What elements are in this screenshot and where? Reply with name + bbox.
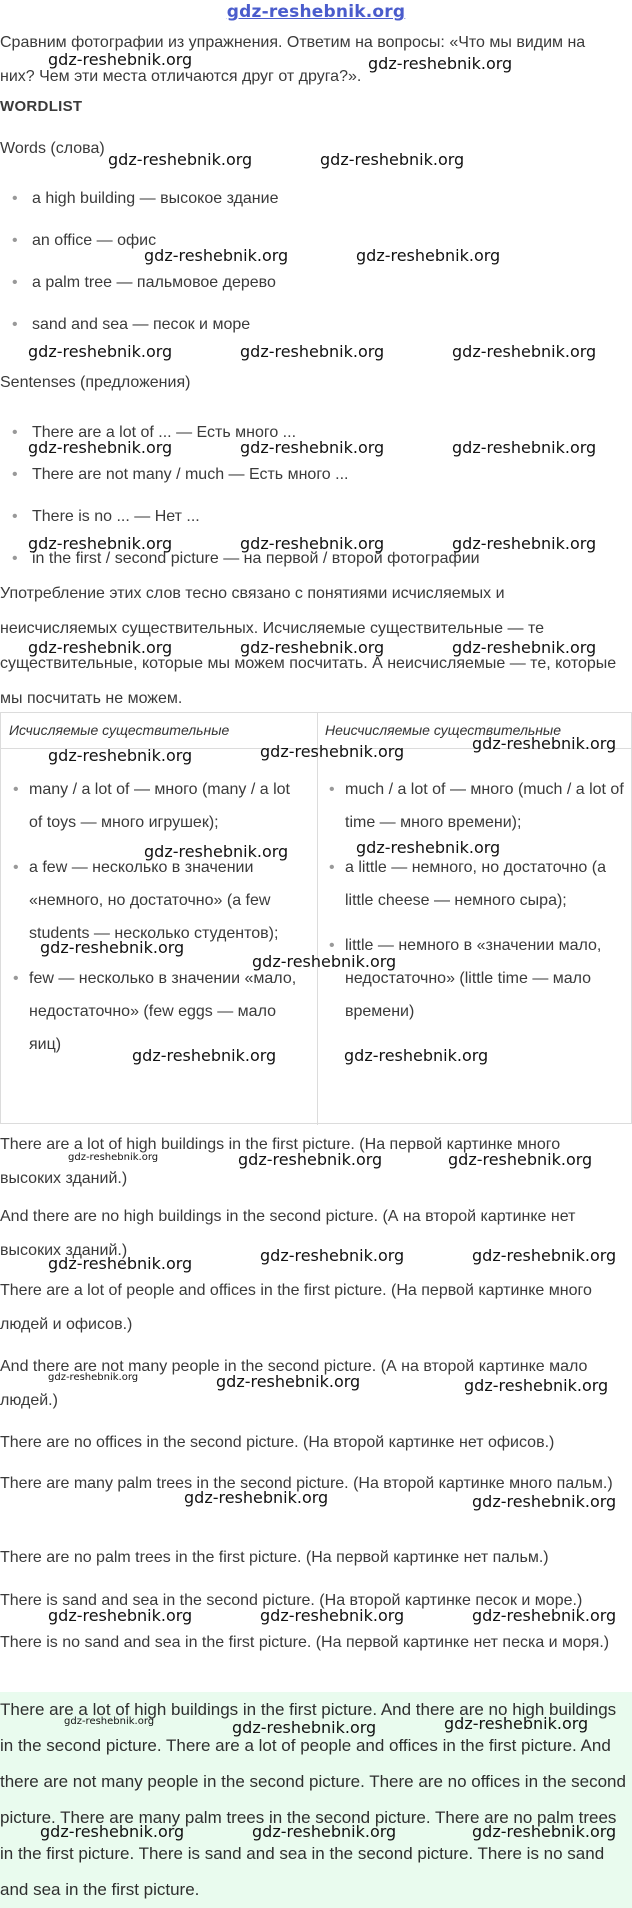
watermark: gdz-reshebnik.org: [472, 1492, 617, 1511]
table-header-countable: Исчисляемые существительные: [9, 722, 230, 738]
summary-text: There are a lot of high buildings in the first picture. And there are no high buildings in the second picture. There are a lot of people and offices in the first picture. And there are not many people in the second picture. There are no offices in the second picture. There are many palm trees in the second picture. There are no palm trees in the first picture. There is sand and sea in the second picture. There is no sand and sea in the first picture.: [0, 1700, 626, 1899]
list-item: • many / a lot of — много (many / a lot of toys — много игрушек);: [1, 773, 307, 839]
countable-list: [1, 773, 307, 1073]
watermark: gdz-reshebnik.org: [240, 534, 385, 553]
wordlist-heading: WORDLIST: [0, 98, 83, 115]
watermark: gdz-reshebnik.org: [40, 938, 185, 957]
watermark: gdz-reshebnik.org: [48, 1372, 139, 1383]
list-item: • a high building — высокое здание: [14, 190, 278, 208]
watermark: gdz-reshebnik.org: [444, 1714, 589, 1733]
watermark: gdz-reshebnik.org: [240, 438, 385, 457]
nouns-table: [0, 712, 632, 1124]
list-item: • an office — офис: [14, 232, 156, 250]
explanation-paragraph: Употребление этих слов тесно связано с понятиями исчисляемых и неисчисляемых существительных. Исчисляемые существительные — те существительные, которые мы можем посчитать. А неисчисляемые — те, которые мы посчитать не можем.: [0, 585, 617, 707]
watermark: gdz-reshebnik.org: [452, 342, 597, 361]
watermark: gdz-reshebnik.org: [240, 638, 385, 657]
example-sentence: There are no offices in the second picture. (На второй картинке нет офисов.): [0, 1434, 555, 1451]
watermark: gdz-reshebnik.org: [252, 1822, 397, 1841]
watermark: gdz-reshebnik.org: [252, 952, 397, 971]
watermark: gdz-reshebnik.org: [260, 1246, 405, 1265]
watermark: gdz-reshebnik.org: [472, 1822, 617, 1841]
watermark: gdz-reshebnik.org: [216, 1372, 361, 1391]
watermark: gdz-reshebnik.org: [452, 534, 597, 553]
watermark: gdz-reshebnik.org: [344, 1046, 489, 1065]
watermark: gdz-reshebnik.org: [48, 1254, 193, 1273]
watermark: gdz-reshebnik.org: [260, 1606, 405, 1625]
watermark: gdz-reshebnik.org: [368, 54, 513, 73]
watermark: gdz-reshebnik.org: [232, 1718, 377, 1737]
watermark: gdz-reshebnik.org: [238, 1150, 383, 1169]
watermark: gdz-reshebnik.org: [452, 438, 597, 457]
example-sentence: There is no sand and sea in the first picture. (На первой картинке нет песка и моря.): [0, 1634, 610, 1651]
watermark: gdz-reshebnik.org: [260, 742, 405, 761]
intro-paragraph: Сравним фотографии из упражнения. Ответим на вопросы: «Что мы видим на них? Чем эти места отличаются друг от друга?».: [0, 34, 586, 85]
example-sentence: And there are not many people in the second picture. (А на второй картинке мало людей.): [0, 1358, 588, 1409]
watermark: gdz-reshebnik.org: [28, 638, 173, 657]
watermark: gdz-reshebnik.org: [356, 838, 501, 857]
list-item: • a palm tree — пальмовое дерево: [14, 274, 276, 292]
watermark: gdz-reshebnik.org: [28, 438, 173, 457]
watermark: gdz-reshebnik.org: [144, 246, 289, 265]
sentences-title: Sentenses (предложения): [0, 374, 191, 391]
list-item: • There is no ... — Нет ...: [14, 508, 200, 526]
watermark: gdz-reshebnik.org: [472, 734, 617, 753]
watermark: gdz-reshebnik.org: [48, 1606, 193, 1625]
list-item: • in the first / second picture — на первой / второй фотографии: [14, 550, 480, 568]
watermark: gdz-reshebnik.org: [108, 150, 253, 169]
watermark: gdz-reshebnik.org: [48, 50, 193, 69]
watermark: gdz-reshebnik.org: [40, 1822, 185, 1841]
watermark: gdz-reshebnik.org: [452, 638, 597, 657]
list-item: • few — несколько в значении «мало, недостаточно» (few eggs — мало яиц): [1, 962, 307, 1061]
watermark: gdz-reshebnik.org: [28, 534, 173, 553]
watermark: gdz-reshebnik.org: [472, 1606, 617, 1625]
words-title: Words (слова): [0, 140, 105, 157]
example-sentence: There are many palm trees in the second picture. (На второй картинке много пальм.): [0, 1475, 613, 1492]
example-sentence: And there are no high buildings in the second picture. (А на второй картинке нет высоких зданий.): [0, 1208, 576, 1259]
watermark: gdz-reshebnik.org: [320, 150, 465, 169]
list-item: • little — немного в «значении мало, недостаточно» (little time — мало времени): [317, 929, 629, 1028]
list-item: • a little — немного, но достаточно (a little cheese — немного сыра);: [317, 851, 629, 917]
list-item: • There are not many / much — Есть много ...: [14, 466, 348, 484]
watermark: gdz-reshebnik.org: [68, 1152, 159, 1163]
example-sentence: There are no palm trees in the first picture. (На первой картинке нет пальм.): [0, 1549, 549, 1566]
list-item: • a few — несколько в значении «немного, но достаточно» (a few students — несколько студентов);: [1, 851, 307, 950]
list-item: • much / a lot of — много (much / a lot of time — много времени);: [317, 773, 629, 839]
watermark: gdz-reshebnik.org: [28, 342, 173, 361]
example-sentence: There is sand and sea in the second picture. (На второй картинке песок и море.): [0, 1592, 583, 1609]
watermark: gdz-reshebnik.org: [64, 1716, 155, 1727]
example-sentence: There are a lot of high buildings in the first picture. (На первой картинке много высоких зданий.): [0, 1136, 561, 1187]
table-header-uncountable: Неисчисляемые существительные: [325, 722, 562, 738]
uncountable-list: [317, 773, 629, 1040]
watermark: gdz-reshebnik.org: [184, 1488, 329, 1507]
watermark: gdz-reshebnik.org: [464, 1376, 609, 1395]
list-item: • There are a lot of ... — Есть много ...: [14, 424, 296, 442]
list-item: • sand and sea — песок и море: [14, 316, 250, 334]
watermark: gdz-reshebnik.org: [144, 842, 289, 861]
watermark: gdz-reshebnik.org: [472, 1246, 617, 1265]
watermark: gdz-reshebnik.org: [448, 1150, 593, 1169]
example-sentence: There are a lot of people and offices in the first picture. (На первой картинке много людей и офисов.): [0, 1282, 592, 1333]
watermark: gdz-reshebnik.org: [48, 746, 193, 765]
watermark: gdz-reshebnik.org: [356, 246, 501, 265]
site-header-link[interactable]: gdz-reshebnik.org: [226, 2, 406, 22]
watermark: gdz-reshebnik.org: [240, 342, 385, 361]
watermark: gdz-reshebnik.org: [132, 1046, 277, 1065]
